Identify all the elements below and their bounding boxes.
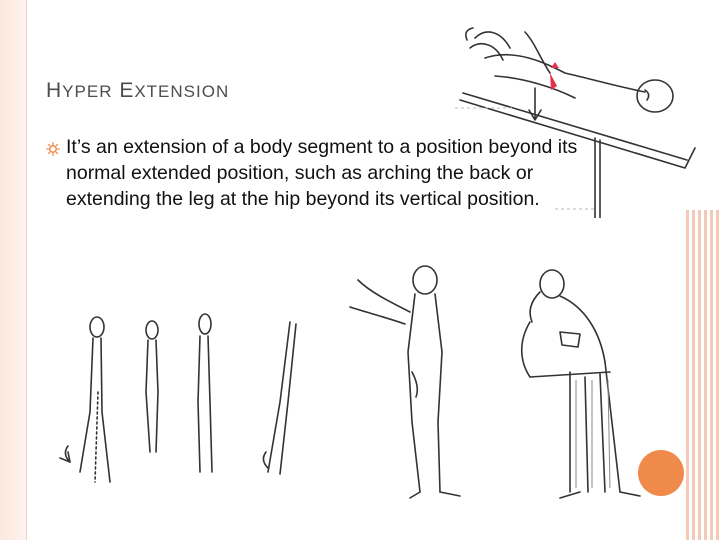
sun-bullet-icon: [46, 142, 60, 156]
title-rest-1: YPER: [62, 82, 113, 101]
title-rest-2: XTENSION: [134, 82, 230, 101]
bullet-text: It’s an extension of a body segment to a position beyond its normal extended position, such as arching the back or extending the leg at the hip beyond its vertical position.: [66, 136, 578, 210]
right-decorative-stripes: [686, 210, 720, 540]
title-cap-1: H: [46, 79, 63, 102]
left-decorative-bar: [0, 0, 26, 540]
standing-hyperextension-illustrations: [40, 262, 660, 502]
slide-title: [46, 79, 229, 103]
title-cap-2: E: [119, 79, 135, 102]
